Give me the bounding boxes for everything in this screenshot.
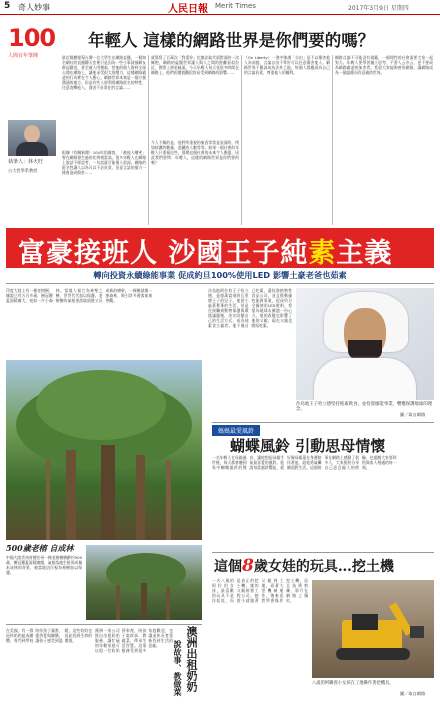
banner-subhead: 轉向投資永續綠能事業 促成約旦100%使用LED 影響土豪老爸也茹素 bbox=[93, 270, 347, 280]
butterfly-title: 蝴蝶風鈴 引動思母情懷 bbox=[230, 437, 386, 455]
section-name: 奇人妙事 bbox=[18, 3, 50, 12]
milk-left-body: 在美國，有一群退休奶奶組成團體，專門到學校陪伴孩子讀書，提供愛與關懷，讓孩子感受到溫暖，這些奶奶也因此找到生命的價值。 bbox=[6, 628, 92, 643]
author-label: 執筆人：林火旺 bbox=[8, 159, 44, 165]
masthead-en: Merit Times bbox=[215, 2, 256, 10]
butterfly-tag: 媽媽最愛風鈴 bbox=[212, 425, 260, 436]
author-photo bbox=[8, 120, 56, 156]
masthead: 人民日報 bbox=[168, 4, 208, 15]
excavator-caption: 八歲的阿聯酋小女孩在工地操作著挖機具。 bbox=[312, 681, 394, 686]
milk-title-text: 澳洲出租奶奶 bbox=[185, 626, 198, 692]
excavator-body: 一名八歲的阿拉伯女孩，最喜歡的玩具不是洋娃娃，而是真正的挖土機。她的父親經營工程公司，她從小就跟著父親到工地，看著大型機械運作，後來竟然學會操作挖土機，而且技術熟練，影片在網路上爆紅。 bbox=[212, 578, 308, 603]
banner-headline-end: 主義 bbox=[336, 238, 393, 269]
page-header bbox=[0, 0, 440, 15]
logo-caption: 人間百年筆陣 bbox=[8, 53, 39, 59]
excavator-title bbox=[214, 556, 394, 576]
tree-photo-2 bbox=[86, 545, 202, 620]
banner-headline bbox=[18, 231, 392, 270]
excavator-title-a: 這個 bbox=[214, 559, 242, 575]
prince-credit: 圖／取自網路 bbox=[400, 412, 426, 417]
column-body-5: （On Liberty）一書中強調「自由」是不以傷害他人為前提，言論自由不等於可以任意傷害他人。網路世界不應該成為法外之地，每個人都應該為自己的言論負責，尊重他人的權利。 bbox=[244, 55, 330, 75]
milk-subtitle: 說故事、教做菜 bbox=[173, 640, 183, 696]
tree-caption-body: 中國大陸雲南省德宏州一棵老榕樹樹齡約500歲，樹冠覆蓋面積廣闊，氣根落地生根形成獨木成林的奇景，被當地居民視為神樹加以保護。 bbox=[6, 555, 82, 575]
butterfly-body: 一名年輕人在母親過世後，每天都會聽到家中蝴蝶風鈴的聲音，讓他想起母親生前最喜愛的風鈴。他說每當風鈴響起，就好像母親還在身邊陪伴著他，給他勇氣繼續面對生活。這個故事在網路上感動了很多人，大家紛紛分享自己思念親人的經驗，也提醒大家要珍惜與家人相處的每一刻。 bbox=[212, 455, 397, 470]
logo-number: 100 bbox=[8, 24, 56, 52]
headline-banner bbox=[6, 228, 434, 268]
column-logo bbox=[8, 26, 66, 66]
excavator-title-b: 歲女娃的玩具…挖土機 bbox=[253, 559, 394, 575]
excavator-credit: 圖／取自網路 bbox=[400, 691, 426, 696]
banner-headline-highlight: 素 bbox=[308, 238, 337, 269]
banner-headline-main: 富豪接班人 沙國王子純 bbox=[18, 238, 309, 269]
milk-title bbox=[185, 626, 198, 706]
milk-body: 澳洲一家公司推出出租奶奶服務，讓忙碌的年輕家庭可以租一位奶奶到家裡，陪孩子說故事、教做菜，傳承生活智慧。這項服務受到很多家庭歡迎，也讓退休長者重新找到生活的意義。 bbox=[95, 628, 173, 653]
tree-photo bbox=[6, 360, 202, 540]
column-body-1: 最近媒體報導台灣一位大學生在網路直播，一個知名網紅的直播聊天室裡只是因為一些小事就被網友群起圍攻，甚至被人肉搜索，把他的個人資料全部公開在網路上，讓他承受很大的壓力，這種網路霸凌的行為實在令人擔心。網路世界本來是一個方便溝通的地方，但是有些人卻利用網路匿名的特性，任意攻擊他人，發表不負責任的言論…… bbox=[62, 55, 146, 90]
column-body-4: 今人不解的是，他們所重視的東西常常是表面的，例如按讚的數量、追蹤的人數等等。如果一個社會的年輕人只重視這些，那麼這個社會的未來令人擔憂。因此我們要問：年輕人，這樣的網路世界是你們要的嗎？ bbox=[151, 140, 239, 165]
left-story-body: 印度大陸上有一棵老榕樹，據說已有五百多歲，樹冠覆蓋面積廣大，宛如一片小森林。當地人視它為神聖之樹，世世代代加以保護。老榕樹的氣根垂落地面後又長成新的樹幹，一棵樹就像一座森林，吸引許多遊客前來參觀。 bbox=[6, 288, 153, 303]
issue-date: 2017年3月9日 星期四 bbox=[348, 5, 409, 12]
author-title: 台大哲學系教授 bbox=[8, 168, 38, 173]
tree-caption-title: 500歲老榕 自成林 bbox=[6, 543, 74, 553]
prince-photo bbox=[296, 288, 434, 400]
column-body-2: 根據（有關新聞）104年的調查，「被他人嘲笑」曾在網路發生過的比例相當高，很多年輕人在網路上說話不經思考，一句話就可能傷人很深。網路的匿名性讓人以為可以不必負責，但是言語的暴力一樣會造成傷害…… bbox=[62, 150, 146, 175]
column-body-6: 網路言論不可能沒有規範，一個理性的社會需要大家一起努力。年輕人要學習獨立思考，不要人云亦云，更不要成為網路霸凌的加害者。希望大家能夠善用網路，讓網路成為一個溫暖而有意義的世界。 bbox=[335, 55, 433, 75]
prince-body: 沙烏地阿拉伯王子哈立德，是億萬富豪阿瓦里德王子的兒子。他從小過著奢華的生活，但是在接觸到動物保護與環境議題後，決定改變自己的生活方式，成為純素食主義者。他不僅自己吃素，還投資植物性食品公司，並且推動綠色能源事業，促成約旦全國使用LED照明，希望為地球永續盡一份心力。他的改變也影響了他的父親，現在父親也開始吃素。 bbox=[208, 288, 292, 328]
prince-caption: 沙烏地王子哈立德堅持純素飲食，並投資綠能事業，響應保護地球的理念。 bbox=[296, 402, 433, 412]
column-body-3: 就算寫了百萬次「我愛你」也無法取代面對面的一次擁抱，網路的虛擬世界讓人與人之間的距離看似拉近，實際上卻更疏遠。今天年輕人每天花很多時間在網路上，他們的價值觀很容易受到網路的影響…… bbox=[151, 55, 239, 75]
excavator-photo bbox=[312, 580, 434, 678]
column-headline: 年輕人 這樣的網路世界是你們要的嗎？ bbox=[88, 31, 375, 50]
excavator-title-num: 8 bbox=[242, 556, 254, 576]
page-number: 5 bbox=[4, 1, 11, 11]
